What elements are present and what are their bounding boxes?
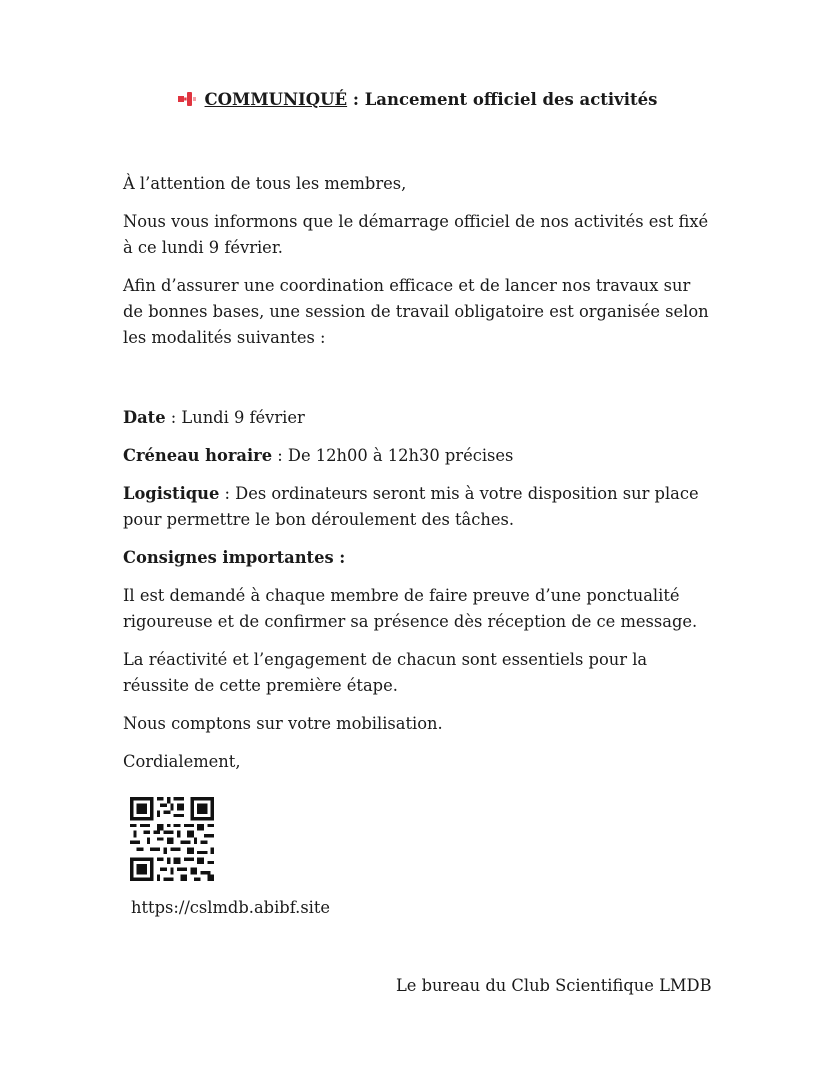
logistics-value: : Des ordinateurs seront mis à votre disposition sur place pour permettre le bon déroulement des tâches.: [123, 484, 699, 529]
title-rest: : Lancement officiel des activités: [347, 90, 658, 109]
signature: Le bureau du Club Scientifique LMDB: [396, 976, 712, 995]
instructions-heading: Consignes importantes :: [123, 548, 346, 567]
date-value: : Lundi 9 février: [165, 408, 305, 427]
paragraph-session: Afin d’assurer une coordination efficace et de lancer nos travaux sur de bonnes bases, une session de travail obligatoire est organisée selon les modalités suivantes :: [123, 276, 709, 347]
instruction-punctuality: Il est demandé à chaque membre de faire preuve d’une ponctualité rigoureuse et de confirmer sa présence dès réception de ce message.: [123, 586, 698, 631]
title-label: COMMUNIQUÉ: [204, 90, 348, 109]
site-url-link[interactable]: https://cslmdb.abibf.site: [131, 898, 331, 917]
paragraph-start-date: Nous vous informons que le démarrage officiel de nos activités est fixé à ce lundi 9 février.: [123, 212, 709, 257]
closing-regards: Cordialement,: [123, 752, 241, 771]
salutation: À l’attention de tous les membres,: [123, 174, 407, 193]
letter-body: [123, 171, 713, 787]
date-label: Date: [123, 408, 166, 427]
instruction-reactivity: La réactivité et l’engagement de chacun sont essentiels pour la réussite de cette première étape.: [123, 650, 648, 695]
page-title: [0, 90, 834, 111]
slot-value: : De 12h00 à 12h30 précises: [272, 446, 514, 465]
date-line: [123, 405, 713, 431]
closing-mobilisation: Nous comptons sur votre mobilisation.: [123, 714, 443, 733]
slot-label: Créneau horaire: [123, 446, 273, 465]
logistics-line: [123, 481, 713, 533]
slot-line: [123, 443, 713, 469]
megaphone-icon: [177, 91, 197, 111]
logistics-label: Logistique: [123, 484, 220, 503]
qr-code[interactable]: [130, 797, 214, 881]
